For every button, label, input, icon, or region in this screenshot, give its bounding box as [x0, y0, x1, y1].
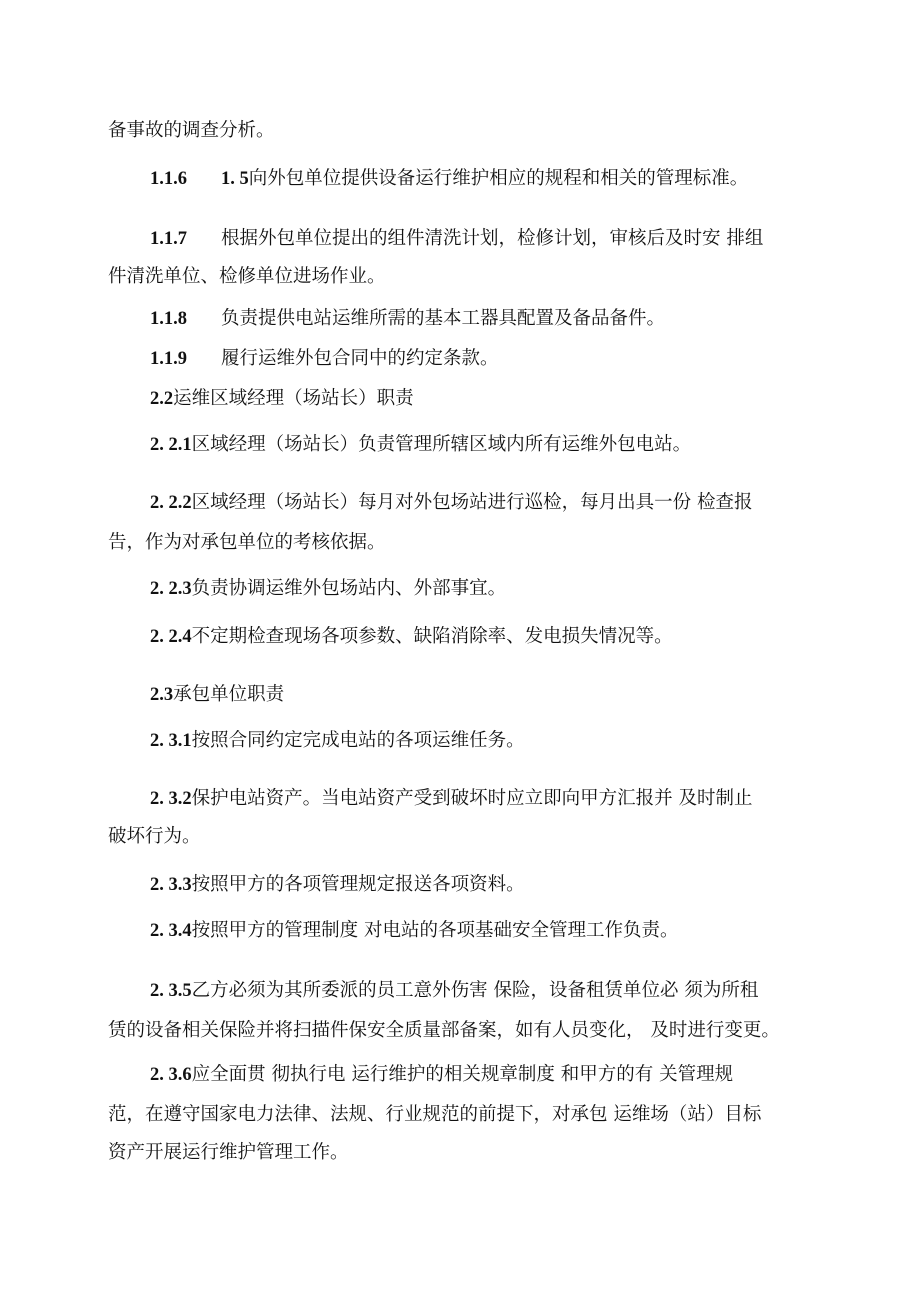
section-number: 2. 3.4: [150, 921, 192, 941]
paragraph-text: 区域经理（场站长）每月对外包场站进行巡检，每月出具一份 检查报: [191, 492, 753, 513]
paragraph-2-2-2: [150, 491, 753, 515]
paragraph-2-3-4: [150, 919, 679, 943]
paragraph-2-3-6: [150, 1063, 733, 1087]
section-number: 2.3: [150, 685, 174, 705]
paragraph-line: [108, 265, 386, 289]
paragraph-2-2-3: [150, 577, 506, 601]
paragraph-2-2-1: [150, 433, 691, 457]
paragraph-text: 按照甲方的各项管理规定报送各项资料。: [191, 874, 525, 895]
section-title: 承包单位职责: [173, 684, 285, 705]
section-number: 2. 3.1: [150, 731, 192, 751]
paragraph-text: 保护电站资产。当电站资产受到破坏时应立即向甲方汇报并 及时制止: [191, 788, 753, 809]
paragraph-line: [108, 825, 201, 849]
section-number: 2. 2.1: [150, 435, 192, 455]
paragraph-text: 按照合同约定完成电站的各项运维任务。: [191, 730, 525, 751]
section-heading-2-3: [150, 683, 284, 707]
paragraph-text: 负责提供电站运维所需的基本工器具配置及备品备件。: [221, 308, 666, 329]
paragraph-1-1-7: [150, 227, 763, 251]
paragraph-text: 根据外包单位提出的组件清洗计划，检修计划，审核后及时安 排组: [221, 228, 764, 249]
section-title: 运维区域经理（场站长）职责: [173, 388, 414, 409]
paragraph-2-3-5: [150, 979, 758, 1003]
paragraph-text: 告，作为对承包单位的考核依据。: [108, 532, 386, 553]
section-number: 1.1.6: [150, 169, 187, 189]
section-number: 2. 2.3: [150, 579, 192, 599]
paragraph-text: 赁的设备相关保险并将扫描件保安全质量部备案，如有人员变化， 及时进行变更。: [108, 1020, 780, 1041]
paragraph-text: 资产开展运行维护管理工作。: [108, 1142, 349, 1163]
section-number: 1.1.8: [150, 309, 187, 329]
paragraph-line: [108, 1019, 780, 1043]
paragraph-text: 应全面贯 彻执行电 运行维护的相关规章制度 和甲方的有 关管理规: [191, 1064, 734, 1085]
section-number: 2. 2.2: [150, 493, 192, 513]
paragraph-text: 履行运维外包合同中的约定条款。: [221, 348, 499, 369]
paragraph-text: 备事故的调查分析。: [108, 120, 275, 141]
paragraph-text: 破坏行为。: [108, 826, 201, 847]
paragraph-text: 按照甲方的管理制度 对电站的各项基础安全管理工作负责。: [191, 920, 679, 941]
section-number: 2. 3.3: [150, 875, 192, 895]
paragraph-text: 向外包单位提供设备运行维护相应的规程和相关的管理标准。: [248, 168, 749, 189]
paragraph-2-2-4: [150, 625, 673, 649]
paragraph-1-1-9: [150, 347, 499, 371]
paragraph-text: 乙方必须为其所委派的员工意外伤害 保险，设备租赁单位必 须为所租: [191, 980, 759, 1001]
section-number: 1.1.9: [150, 349, 187, 369]
section-heading-2-2: [150, 387, 414, 411]
paragraph-line: [108, 119, 275, 143]
paragraph-1-1-6: [150, 167, 748, 191]
paragraph-2-3-2: [150, 787, 753, 811]
section-sub-number: 1. 5: [221, 169, 249, 189]
paragraph-2-3-3: [150, 873, 525, 897]
paragraph-line: [108, 531, 386, 555]
paragraph-line: [108, 1141, 349, 1165]
paragraph-text: 负责协调运维外包场站内、外部事宜。: [191, 578, 507, 599]
paragraph-1-1-8: [150, 307, 665, 331]
section-number: 2. 3.2: [150, 789, 192, 809]
paragraph-text: 不定期检查现场各项参数、缺陷消除率、发电损失情况等。: [191, 626, 673, 647]
section-number: 2.2: [150, 389, 174, 409]
section-number: 2. 2.4: [150, 627, 192, 647]
paragraph-2-3-1: [150, 729, 525, 753]
paragraph-line: [108, 1103, 761, 1127]
paragraph-text: 范，在遵守国家电力法律、法规、行业规范的前提下，对承包 运维场（站）目标: [108, 1104, 762, 1125]
section-number: 2. 3.6: [150, 1065, 192, 1085]
paragraph-text: 件清洗单位、检修单位进场作业。: [108, 266, 386, 287]
section-number: 2. 3.5: [150, 981, 192, 1001]
section-number: 1.1.7: [150, 229, 187, 249]
paragraph-text: 区域经理（场站长）负责管理所辖区域内所有运维外包电站。: [191, 434, 692, 455]
